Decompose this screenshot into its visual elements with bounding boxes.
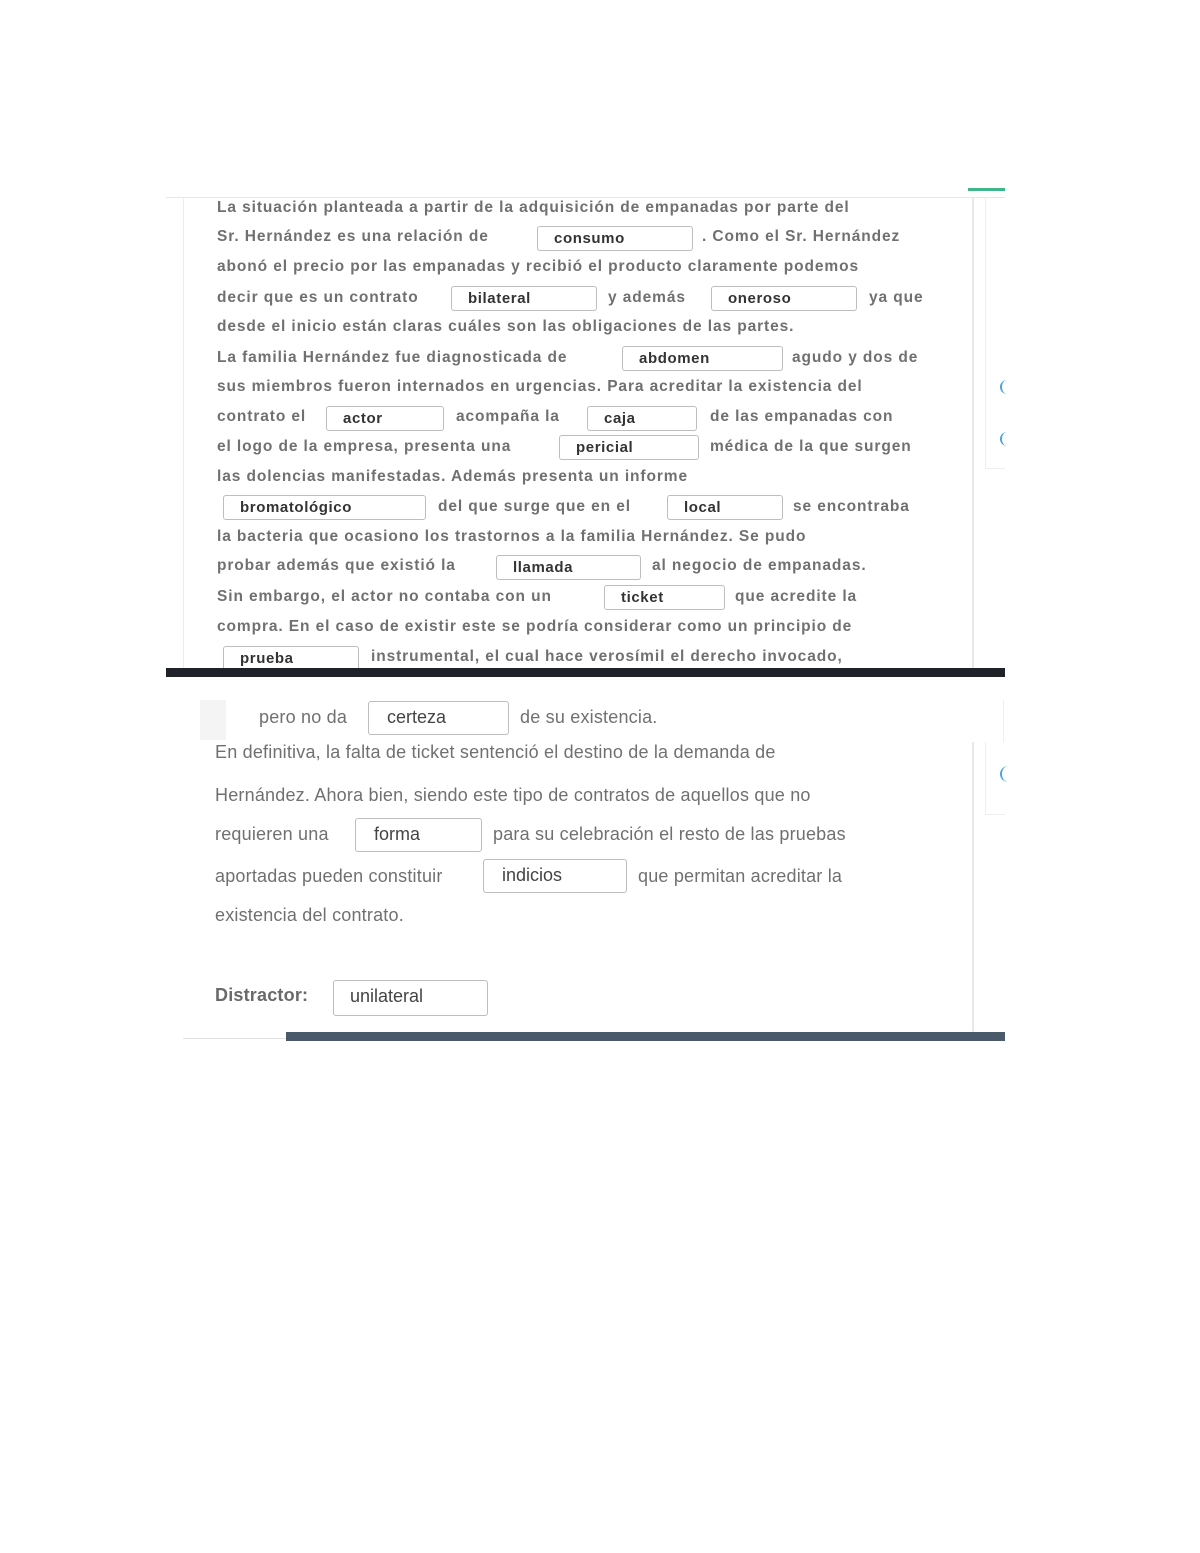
answer-blank-caja[interactable]: caja	[587, 406, 697, 431]
text-line: aportadas pueden constituir	[215, 866, 443, 886]
answer-blank-prueba[interactable]: prueba	[223, 646, 359, 668]
text-line: existencia del contrato.	[215, 905, 404, 925]
answer-blank-bilateral[interactable]: bilateral	[451, 286, 597, 311]
answer-blank-local[interactable]: local	[667, 495, 783, 520]
text-line: requieren una	[215, 824, 329, 844]
text-line: médica de la que surgen	[710, 438, 912, 455]
text-line: abonó el precio por las empanadas y recibió el producto claramente podemos	[217, 258, 859, 275]
text-line: La familia Hernández fue diagnosticada de	[217, 349, 568, 366]
text-line: agudo y dos de	[792, 349, 919, 366]
text-line: pero no da	[259, 707, 348, 727]
text-line: el logo de la empresa, presenta una	[217, 438, 512, 455]
panel-bottom-border	[183, 1038, 286, 1039]
side-panel-bottom	[985, 814, 1005, 815]
text-line: . Como el Sr. Hernández	[702, 228, 901, 245]
text-line: y además	[608, 289, 686, 306]
panel-left-border	[183, 198, 184, 668]
answer-blank-oneroso[interactable]: oneroso	[711, 286, 857, 311]
progress-accent	[968, 188, 1005, 191]
answer-blank-pericial[interactable]: pericial	[559, 435, 699, 460]
text-line: Sin embargo, el actor no contaba con un	[217, 588, 552, 605]
panel-left-marker	[200, 700, 226, 740]
text-line: Sr. Hernández es una relación de	[217, 228, 489, 245]
text-line: se encontraba	[793, 498, 910, 515]
footer-bar	[286, 1032, 1005, 1041]
answer-blank-forma[interactable]: forma	[355, 818, 482, 852]
answer-blank-bromatologico[interactable]: bromatológico	[223, 495, 426, 520]
text-line: que permitan acreditar la	[638, 866, 843, 886]
panel-right-border	[972, 742, 974, 1032]
side-panel-bottom	[985, 468, 1005, 469]
answer-blank-ticket[interactable]: ticket	[604, 585, 725, 610]
distractor-field[interactable]: unilateral	[333, 980, 488, 1016]
text-line: En definitiva, la falta de ticket sentenció el destino de la demanda de	[215, 742, 776, 762]
side-radio-icon[interactable]	[1000, 766, 1008, 782]
answer-blank-indicios[interactable]: indicios	[483, 859, 627, 893]
panel-top-border	[166, 197, 1005, 198]
answer-blank-certeza[interactable]: certeza	[368, 701, 509, 735]
answer-blank-consumo[interactable]: consumo	[537, 226, 693, 251]
answer-blank-abdomen[interactable]: abdomen	[622, 346, 783, 371]
answer-blank-llamada[interactable]: llamada	[496, 555, 641, 580]
side-radio-icon[interactable]	[1000, 432, 1008, 446]
distractor-label: Distractor:	[215, 985, 309, 1005]
text-line: de su existencia.	[520, 707, 658, 727]
side-panel-border	[1003, 700, 1004, 742]
text-line: compra. En el caso de existir este se podría considerar como un principio de	[217, 618, 853, 635]
screenshot-divider	[166, 668, 1005, 677]
text-line: para su celebración el resto de las pruebas	[493, 824, 846, 844]
text-line: acompaña la	[456, 408, 560, 425]
side-panel-border	[985, 742, 986, 814]
text-line: sus miembros fueron internados en urgencias. Para acreditar la existencia del	[217, 378, 863, 395]
text-line: la bacteria que ocasiono los trastornos a la familia Hernández. Se pudo	[217, 528, 807, 545]
text-line: las dolencias manifestadas. Además presenta un informe	[217, 468, 688, 485]
text-line: del que surge que en el	[438, 498, 631, 515]
text-line: probar además que existió la	[217, 557, 456, 574]
text-line: contrato el	[217, 408, 307, 425]
text-line: de las empanadas con	[710, 408, 894, 425]
text-line: al negocio de empanadas.	[652, 557, 867, 574]
text-line: desde el inicio están claras cuáles son las obligaciones de las partes.	[217, 318, 795, 335]
text-line: La situación planteada a partir de la adquisición de empanadas por parte del	[217, 199, 850, 216]
answer-blank-actor[interactable]: actor	[326, 406, 444, 431]
side-radio-icon[interactable]	[1000, 380, 1008, 394]
text-line: decir que es un contrato	[217, 289, 419, 306]
text-line: instrumental, el cual hace verosímil el derecho invocado,	[371, 648, 843, 665]
text-line: que acredite la	[735, 588, 858, 605]
text-line: ya que	[869, 289, 924, 306]
text-line: Hernández. Ahora bien, siendo este tipo de contratos de aquellos que no	[215, 785, 811, 805]
panel-right-border	[972, 198, 974, 668]
side-panel-border	[985, 198, 986, 468]
